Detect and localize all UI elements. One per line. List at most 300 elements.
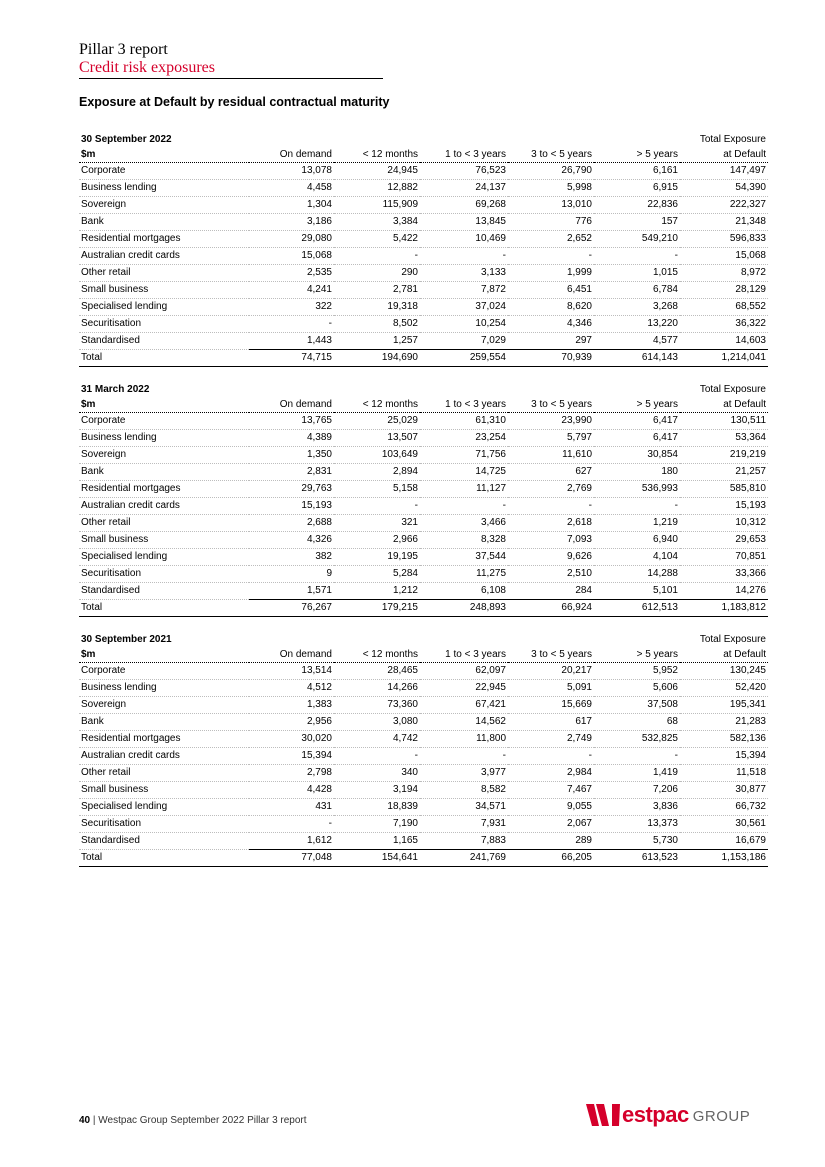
cell-value: 115,909 — [334, 197, 420, 214]
cell-value: 2,894 — [334, 464, 420, 481]
row-label: Business lending — [79, 180, 249, 197]
header-row-top — [79, 133, 768, 147]
cell-value: 2,652 — [508, 231, 594, 248]
cell-value: 24,137 — [420, 180, 508, 197]
cell-value: 627 — [508, 464, 594, 481]
cell-value: - — [508, 248, 594, 265]
cell-value: 14,603 — [680, 333, 768, 350]
cell-value: 67,421 — [420, 697, 508, 714]
cell-value: 68,552 — [680, 299, 768, 316]
cell-value: 6,108 — [420, 583, 508, 600]
cell-value: 1,419 — [594, 765, 680, 782]
cell-value: 3,977 — [420, 765, 508, 782]
cell-value: 1,612 — [249, 833, 334, 850]
cell-value: 2,966 — [334, 532, 420, 549]
cell-value: 5,101 — [594, 583, 680, 600]
cell-value: 54,390 — [680, 180, 768, 197]
cell-value: - — [249, 316, 334, 333]
row-label: Standardised — [79, 833, 249, 850]
cell-value: 6,161 — [594, 163, 680, 180]
cell-value: 1,212 — [334, 583, 420, 600]
cell-value: 2,618 — [508, 515, 594, 532]
westpac-logo — [586, 1104, 750, 1126]
col-header: > 5 years — [594, 647, 680, 663]
total-value: 66,205 — [508, 850, 594, 867]
cell-value: 536,993 — [594, 481, 680, 498]
report-title: Pillar 3 report — [79, 41, 168, 58]
row-label: Australian credit cards — [79, 248, 249, 265]
cell-value: 5,158 — [334, 481, 420, 498]
cell-value: 5,284 — [334, 566, 420, 583]
cell-value: 30,561 — [680, 816, 768, 833]
cell-value: 10,312 — [680, 515, 768, 532]
cell-value: 4,428 — [249, 782, 334, 799]
row-label: Specialised lending — [79, 799, 249, 816]
table-row — [79, 782, 768, 799]
total-value: 77,048 — [249, 850, 334, 867]
cell-value: 532,825 — [594, 731, 680, 748]
total-row — [79, 350, 768, 367]
cell-value: 16,679 — [680, 833, 768, 850]
table-row — [79, 447, 768, 464]
cell-value: 5,952 — [594, 663, 680, 680]
col-header-total-top: Total Exposure — [699, 384, 766, 395]
cell-value: 5,797 — [508, 430, 594, 447]
cell-value: 1,304 — [249, 197, 334, 214]
cell-value: 1,015 — [594, 265, 680, 282]
col-header: 1 to < 3 years — [420, 147, 508, 163]
header-spacer — [594, 633, 680, 647]
row-label: Corporate — [79, 413, 249, 430]
header-spacer — [420, 133, 508, 147]
row-label: Residential mortgages — [79, 231, 249, 248]
table-row — [79, 549, 768, 566]
cell-value: 13,765 — [249, 413, 334, 430]
col-header: > 5 years — [594, 397, 680, 413]
table-row — [79, 481, 768, 498]
page-header — [79, 40, 383, 79]
cell-value: 6,451 — [508, 282, 594, 299]
row-label: Specialised lending — [79, 299, 249, 316]
cell-value: 29,653 — [680, 532, 768, 549]
col-header: 3 to < 5 years — [508, 647, 594, 663]
exposure-table-sep-2021 — [79, 633, 768, 867]
total-value: 1,153,186 — [680, 850, 768, 867]
cell-value: 24,945 — [334, 163, 420, 180]
cell-value: 180 — [594, 464, 680, 481]
col-header: On demand — [249, 147, 334, 163]
table-row — [79, 833, 768, 850]
col-header: On demand — [249, 647, 334, 663]
table-row — [79, 697, 768, 714]
row-label: Small business — [79, 532, 249, 549]
total-value: 241,769 — [420, 850, 508, 867]
cell-value: 6,417 — [594, 430, 680, 447]
cell-value: - — [420, 248, 508, 265]
table-row — [79, 231, 768, 248]
cell-value: 13,078 — [249, 163, 334, 180]
total-value: 1,183,812 — [680, 600, 768, 617]
cell-value: - — [594, 748, 680, 765]
cell-value: 1,571 — [249, 583, 334, 600]
col-header: On demand — [249, 397, 334, 413]
cell-value: 582,136 — [680, 731, 768, 748]
section-title: Exposure at Default by residual contractual maturity — [79, 95, 390, 109]
table-row — [79, 532, 768, 549]
cell-value: 382 — [249, 549, 334, 566]
cell-value: 15,394 — [249, 748, 334, 765]
cell-value: 6,417 — [594, 413, 680, 430]
header-row-bottom — [79, 647, 768, 663]
row-label: Other retail — [79, 765, 249, 782]
col-header: < 12 months — [334, 647, 420, 663]
col-header-total-top: Total Exposure — [699, 634, 766, 645]
cell-value: 5,091 — [508, 680, 594, 697]
header-row-top — [79, 383, 768, 397]
total-value: 612,513 — [594, 600, 680, 617]
total-value: 1,214,041 — [680, 350, 768, 367]
cell-value: 1,383 — [249, 697, 334, 714]
col-header: 3 to < 5 years — [508, 147, 594, 163]
cell-value: 4,346 — [508, 316, 594, 333]
cell-value: 29,080 — [249, 231, 334, 248]
page-footer — [79, 1115, 307, 1126]
period-label: 31 March 2022 — [81, 384, 150, 395]
cell-value: 22,945 — [420, 680, 508, 697]
cell-value: 1,219 — [594, 515, 680, 532]
cell-value: 73,360 — [334, 697, 420, 714]
cell-value: 30,877 — [680, 782, 768, 799]
col-header-total-bottom: at Default — [680, 147, 768, 163]
cell-value: 19,195 — [334, 549, 420, 566]
total-value: 76,267 — [249, 600, 334, 617]
cell-value: 6,915 — [594, 180, 680, 197]
cell-value: 69,268 — [420, 197, 508, 214]
header-spacer — [594, 383, 680, 397]
cell-value: 1,257 — [334, 333, 420, 350]
total-row — [79, 600, 768, 617]
row-label: Standardised — [79, 333, 249, 350]
cell-value: 2,510 — [508, 566, 594, 583]
row-label: Bank — [79, 214, 249, 231]
total-value: 154,641 — [334, 850, 420, 867]
cell-value: 5,730 — [594, 833, 680, 850]
row-label: Securitisation — [79, 566, 249, 583]
row-label: Sovereign — [79, 447, 249, 464]
row-label: Corporate — [79, 663, 249, 680]
cell-value: 30,854 — [594, 447, 680, 464]
header-spacer — [420, 633, 508, 647]
cell-value: 130,245 — [680, 663, 768, 680]
cell-value: 4,326 — [249, 532, 334, 549]
cell-value: 3,080 — [334, 714, 420, 731]
header-spacer — [334, 633, 420, 647]
cell-value: 11,275 — [420, 566, 508, 583]
table-row — [79, 282, 768, 299]
unit-label: $m — [79, 147, 249, 163]
cell-value: 4,104 — [594, 549, 680, 566]
cell-value: 66,732 — [680, 799, 768, 816]
cell-value: - — [508, 498, 594, 515]
cell-value: 2,984 — [508, 765, 594, 782]
cell-value: 290 — [334, 265, 420, 282]
cell-value: 321 — [334, 515, 420, 532]
col-header: 3 to < 5 years — [508, 397, 594, 413]
cell-value: 7,883 — [420, 833, 508, 850]
table-row — [79, 430, 768, 447]
exposure-table-mar-2022 — [79, 383, 768, 617]
cell-value: 222,327 — [680, 197, 768, 214]
cell-value: 8,620 — [508, 299, 594, 316]
cell-value: - — [334, 748, 420, 765]
table-row — [79, 515, 768, 532]
cell-value: 30,020 — [249, 731, 334, 748]
cell-value: 34,571 — [420, 799, 508, 816]
cell-value: 70,851 — [680, 549, 768, 566]
cell-value: 11,800 — [420, 731, 508, 748]
total-value: 179,215 — [334, 600, 420, 617]
cell-value: 18,839 — [334, 799, 420, 816]
cell-value: 103,649 — [334, 447, 420, 464]
cell-value: - — [249, 816, 334, 833]
cell-value: 15,068 — [680, 248, 768, 265]
cell-value: 13,507 — [334, 430, 420, 447]
cell-value: 157 — [594, 214, 680, 231]
cell-value: 71,756 — [420, 447, 508, 464]
cell-value: - — [508, 748, 594, 765]
cell-value: 147,497 — [680, 163, 768, 180]
cell-value: 13,010 — [508, 197, 594, 214]
header-spacer — [508, 633, 594, 647]
table-row — [79, 316, 768, 333]
cell-value: 13,514 — [249, 663, 334, 680]
table-row — [79, 799, 768, 816]
col-header: > 5 years — [594, 147, 680, 163]
cell-value: 585,810 — [680, 481, 768, 498]
total-value: 614,143 — [594, 350, 680, 367]
cell-value: 776 — [508, 214, 594, 231]
cell-value: - — [594, 248, 680, 265]
row-label: Other retail — [79, 515, 249, 532]
period-label: 30 September 2022 — [81, 134, 172, 145]
header-spacer — [249, 633, 334, 647]
cell-value: 340 — [334, 765, 420, 782]
cell-value: - — [334, 498, 420, 515]
cell-value: 6,940 — [594, 532, 680, 549]
table-row — [79, 714, 768, 731]
cell-value: 10,254 — [420, 316, 508, 333]
header-spacer — [249, 133, 334, 147]
table-row — [79, 464, 768, 481]
cell-value: 14,562 — [420, 714, 508, 731]
cell-value: 7,206 — [594, 782, 680, 799]
cell-value: 21,257 — [680, 464, 768, 481]
cell-value: 2,688 — [249, 515, 334, 532]
cell-value: 431 — [249, 799, 334, 816]
cell-value: 3,836 — [594, 799, 680, 816]
table-row — [79, 214, 768, 231]
cell-value: 13,845 — [420, 214, 508, 231]
table-row — [79, 333, 768, 350]
cell-value: 13,220 — [594, 316, 680, 333]
table-row — [79, 248, 768, 265]
cell-value: 3,384 — [334, 214, 420, 231]
cell-value: 7,190 — [334, 816, 420, 833]
cell-value: 2,781 — [334, 282, 420, 299]
cell-value: 596,833 — [680, 231, 768, 248]
cell-value: - — [420, 498, 508, 515]
cell-value: 33,366 — [680, 566, 768, 583]
table-row — [79, 180, 768, 197]
cell-value: 2,067 — [508, 816, 594, 833]
cell-value: 8,502 — [334, 316, 420, 333]
cell-value: 25,029 — [334, 413, 420, 430]
cell-value: 7,872 — [420, 282, 508, 299]
row-label: Sovereign — [79, 197, 249, 214]
cell-value: 219,219 — [680, 447, 768, 464]
header-spacer — [334, 133, 420, 147]
cell-value: 297 — [508, 333, 594, 350]
page-number: 40 — [79, 1115, 91, 1126]
footer-text: Westpac Group September 2022 Pillar 3 report — [98, 1115, 307, 1126]
total-value: 70,939 — [508, 350, 594, 367]
cell-value: 2,749 — [508, 731, 594, 748]
cell-value: 36,322 — [680, 316, 768, 333]
cell-value: 322 — [249, 299, 334, 316]
cell-value: 15,669 — [508, 697, 594, 714]
col-header-total-top: Total Exposure — [699, 134, 766, 145]
period-label: 30 September 2021 — [81, 634, 172, 645]
report-subtitle: Credit risk exposures — [79, 59, 383, 79]
cell-value: 4,577 — [594, 333, 680, 350]
cell-value: 11,610 — [508, 447, 594, 464]
cell-value: 15,193 — [680, 498, 768, 515]
cell-value: 29,763 — [249, 481, 334, 498]
row-label: Bank — [79, 464, 249, 481]
row-label: Business lending — [79, 430, 249, 447]
row-label: Residential mortgages — [79, 481, 249, 498]
row-label: Bank — [79, 714, 249, 731]
col-header-total-bottom: at Default — [680, 647, 768, 663]
header-spacer — [420, 383, 508, 397]
cell-value: 14,266 — [334, 680, 420, 697]
header-spacer — [249, 383, 334, 397]
col-header-total-bottom: at Default — [680, 397, 768, 413]
cell-value: 3,186 — [249, 214, 334, 231]
cell-value: 52,420 — [680, 680, 768, 697]
header-spacer — [594, 133, 680, 147]
cell-value: 2,798 — [249, 765, 334, 782]
table-row — [79, 816, 768, 833]
table-row — [79, 663, 768, 680]
cell-value: 5,998 — [508, 180, 594, 197]
header-row-bottom — [79, 147, 768, 163]
cell-value: 3,268 — [594, 299, 680, 316]
table-row — [79, 680, 768, 697]
cell-value: 19,318 — [334, 299, 420, 316]
row-label: Small business — [79, 282, 249, 299]
cell-value: 4,389 — [249, 430, 334, 447]
table-row — [79, 413, 768, 430]
cell-value: 2,769 — [508, 481, 594, 498]
table-row — [79, 163, 768, 180]
cell-value: 7,467 — [508, 782, 594, 799]
total-label: Total — [79, 850, 249, 867]
cell-value: 3,466 — [420, 515, 508, 532]
unit-label: $m — [79, 397, 249, 413]
row-label: Australian credit cards — [79, 748, 249, 765]
header-row-bottom — [79, 397, 768, 413]
cell-value: 37,544 — [420, 549, 508, 566]
total-value: 66,924 — [508, 600, 594, 617]
row-label: Australian credit cards — [79, 498, 249, 515]
row-label: Specialised lending — [79, 549, 249, 566]
table-row — [79, 731, 768, 748]
cell-value: 4,458 — [249, 180, 334, 197]
cell-value: 8,582 — [420, 782, 508, 799]
col-header: < 12 months — [334, 147, 420, 163]
cell-value: 11,518 — [680, 765, 768, 782]
row-label: Standardised — [79, 583, 249, 600]
total-value: 194,690 — [334, 350, 420, 367]
cell-value: - — [334, 248, 420, 265]
cell-value: 3,194 — [334, 782, 420, 799]
cell-value: 21,283 — [680, 714, 768, 731]
row-label: Securitisation — [79, 816, 249, 833]
cell-value: 53,364 — [680, 430, 768, 447]
exposure-table-sep-2022 — [79, 133, 768, 367]
table-row — [79, 583, 768, 600]
table-row — [79, 748, 768, 765]
cell-value: 9,055 — [508, 799, 594, 816]
header-spacer — [508, 133, 594, 147]
table-row — [79, 498, 768, 515]
cell-value: 14,276 — [680, 583, 768, 600]
cell-value: 28,465 — [334, 663, 420, 680]
cell-value: 76,523 — [420, 163, 508, 180]
cell-value: 3,133 — [420, 265, 508, 282]
cell-value: 23,990 — [508, 413, 594, 430]
cell-value: 12,882 — [334, 180, 420, 197]
table-row — [79, 299, 768, 316]
cell-value: 10,469 — [420, 231, 508, 248]
header-spacer — [334, 383, 420, 397]
col-header: < 12 months — [334, 397, 420, 413]
cell-value: 9,626 — [508, 549, 594, 566]
cell-value: 14,725 — [420, 464, 508, 481]
cell-value: 11,127 — [420, 481, 508, 498]
total-value: 613,523 — [594, 850, 680, 867]
logo-group-text: GROUP — [692, 1108, 751, 1125]
cell-value: 21,348 — [680, 214, 768, 231]
cell-value: 130,511 — [680, 413, 768, 430]
cell-value: 7,931 — [420, 816, 508, 833]
table-row — [79, 765, 768, 782]
row-label: Residential mortgages — [79, 731, 249, 748]
total-label: Total — [79, 350, 249, 367]
cell-value: 1,443 — [249, 333, 334, 350]
cell-value: 14,288 — [594, 566, 680, 583]
cell-value: 5,422 — [334, 231, 420, 248]
cell-value: 2,831 — [249, 464, 334, 481]
total-row — [79, 850, 768, 867]
cell-value: 68 — [594, 714, 680, 731]
total-value: 74,715 — [249, 350, 334, 367]
col-header: 1 to < 3 years — [420, 647, 508, 663]
cell-value: 37,024 — [420, 299, 508, 316]
row-label: Business lending — [79, 680, 249, 697]
westpac-w-icon — [586, 1104, 622, 1126]
